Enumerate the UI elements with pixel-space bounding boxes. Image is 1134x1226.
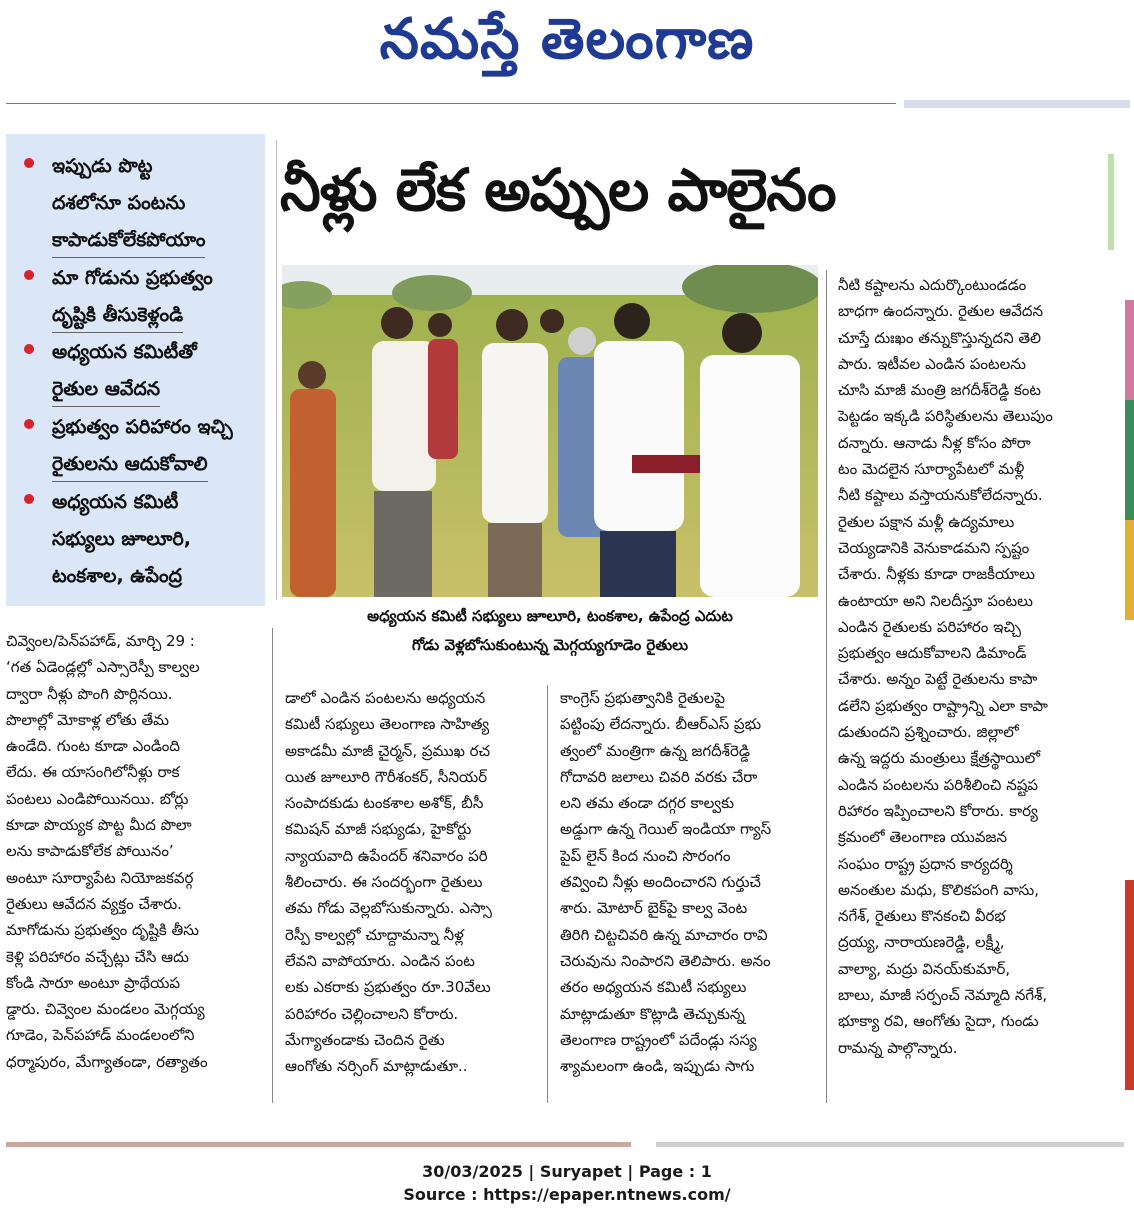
source-link[interactable]: Source : https://epaper.ntnews.com/ (403, 1185, 731, 1204)
body-text-line: పంటలు ఎండిపోయినయి. బోర్లు (6, 789, 189, 808)
adjacent-article-strip (1125, 880, 1134, 1090)
highlights-box (6, 134, 265, 606)
body-text-line: క్రమంలో తెలంగాణ యువజన (838, 828, 1008, 847)
body-text-line: రిహారం ఇప్పించాలని కోరారు. కార్య (838, 801, 1038, 820)
body-column-3 (560, 685, 814, 1079)
body-text-line: లని తమ తండా దగ్గర కాల్వకు (560, 794, 735, 813)
body-text-line: ద్రయ్య, నారాయణరెడ్డి, లక్ష్మీ, (838, 933, 1005, 952)
highlight-line: ఇప్పుడు పొట్ట (52, 155, 153, 177)
adjacent-article-strip (656, 1142, 1124, 1147)
highlight-line: దశలోనూ పంటను (52, 192, 186, 214)
body-text-line: పైప్ లైన్ కింద నుంచి సొరంగం (560, 846, 731, 865)
column-divider (272, 628, 273, 1103)
body-text-line: భూక్యా రవి, ఆంగోతు సైదా, గుండు (838, 1012, 1039, 1031)
edition-info: 30/03/2025 | Suryapet | Page : 1 (422, 1162, 712, 1181)
body-text-line: ప్రభుత్వం ఆదుకోవాలని డిమాండ్ (838, 644, 1027, 663)
body-text-line: రెస్పీ కాల్వల్లో చూద్దామన్నా నీళ్ల (285, 925, 464, 944)
body-text-line: ఉన్న ఇద్దరు మంత్రులు క్షేత్రస్థాయిలో (838, 749, 1041, 768)
bullet-icon (24, 344, 34, 354)
body-text-line: డ్డారు. చివ్వెంల మండలం మెగ్గయ్య (6, 1000, 205, 1019)
body-text-line: పట్టింపు లేదన్నారు. బీఆర్‌ఎస్ ప్రభు (560, 715, 762, 734)
body-text-line: వాల్యా, మద్రు వినయ్‌కుమార్, (838, 959, 1011, 978)
photo-caption (282, 602, 818, 660)
body-text-line: ఉండేది. గుంట కూడా ఎండింది (6, 737, 180, 756)
highlight-line: అధ్యయన కమిటీ (52, 491, 179, 513)
body-text-line: కాంగ్రెస్ ప్రభుత్వానికి రైతులపై (560, 689, 726, 707)
body-text-line: పొలాల్లో మోకాళ్ల లోతు తేమ (6, 710, 170, 729)
body-text-line: రైతులు ఆవేదన వ్యక్తం చేశారు. (6, 894, 182, 913)
highlight-line: అధ్యయన కమిటీతో (52, 341, 197, 363)
body-text-line: గూడెం, పెన్‌పహాడ్ మండలంలోని (6, 1026, 195, 1045)
body-text-line: చూసి మాజీ మంత్రి జగదీశ్‌రెడ్డి కంట (838, 381, 1041, 400)
column-divider (826, 270, 827, 1103)
divider-line (6, 103, 896, 104)
newspaper-logo: నమస్తే తెలంగాణ (379, 6, 755, 72)
body-text-line: తిరిగి చిట్టచివరి ఉన్న మాచారం రావి (560, 925, 768, 944)
body-text-line: ద్వారా నీళ్లు పొంగి పొర్లినయి. (6, 684, 173, 703)
highlight-line: రైతులను ఆదుకోవాలి (52, 448, 208, 482)
body-text-line: రైతుల పక్షాన మళ్లీ ఉద్యమాలు (838, 512, 1015, 531)
body-text-line: బాలు, మాజీ సర్పంచ్ నెమ్మాది నగేశ్, (838, 986, 1048, 1005)
highlight-line: ప్రభుత్వం పరిహారం ఇచ్చి (52, 416, 233, 438)
body-text-line: లను కాపాడుకోలేక పోయినం’ (6, 842, 174, 861)
body-text-line: సంఘం రాష్ట్ర ప్రధాన కార్యదర్శి (838, 854, 1013, 873)
adjacent-article-strip (1125, 520, 1134, 620)
body-text-line: శారు. మోటార్ బైక్‌పై కాల్వ వెంట (560, 899, 748, 918)
body-text-line: ‘గత ఏడెండ్లల్లో ఎస్సారెస్పీ కాల్వల (6, 658, 200, 677)
body-text-line: తవ్వించి నీళ్లు అందించారని గుర్తుచే (560, 873, 761, 892)
highlight-line: టంకశాల, ఉపేంద్ర (52, 565, 182, 587)
body-column-1 (6, 628, 258, 1075)
body-text-line: నీటి కష్టాలను ఎదుర్కొంటుండడం (838, 276, 1027, 294)
body-text-line: మాగోడును ప్రభుత్వం దృష్టికి తీసు (6, 921, 199, 940)
body-text-line: ఉంటాయా అని నిలదీస్తూ పంటలు (838, 591, 1033, 610)
body-text-line: కెళ్లి పరిహారం వచ్చేట్లు చేసి ఆదు (6, 947, 189, 966)
body-text-line: నగేశ్, రైతులు కొనకంచి వీరభ (838, 907, 1006, 926)
bullet-icon (24, 494, 34, 504)
highlight-line: కాపాడుకోలేకపోయాం (52, 224, 205, 258)
body-text-line: న్యాయవాది ఉపేందర్ శనివారం పరి (285, 846, 488, 865)
caption-line: అధ్యయన కమిటీ సభ్యులు జూలూరి, టంకశాల, ఉపేంద్ర ఎదుట (367, 607, 733, 625)
body-text-line: సంపాదకుడు టంకశాల అశోక్, బీసీ (285, 794, 484, 813)
field-inspection-photo (282, 265, 818, 597)
body-text-line: చేశారు. అన్నం పెట్టే రైతులను కాపా (838, 670, 1038, 689)
column-divider (276, 140, 277, 600)
body-text-line: ధర్మాపురం, మేగ్యాతండా, రత్యాతం (6, 1052, 208, 1071)
body-text-line: చూస్తే దుఃఖం తన్నుకొస్తున్నదని తెలి (838, 328, 1042, 347)
body-text-line: కూడా పొయ్యక పొట్ట మీద పొలా (6, 816, 192, 835)
highlight-line: దృష్టికి తీసుకెళ్లండి (52, 299, 183, 333)
body-text-line: రామన్న పాల్గొన్నారు. (838, 1038, 958, 1057)
body-text-line: శీలించారు. ఈ సందర్భంగా రైతులు (285, 873, 483, 892)
page-footer (0, 1160, 1134, 1206)
body-text-line: చెయ్యడానికి వెనుకాడమని స్పష్టం (838, 538, 1030, 557)
body-text-line: మేగ్యాతండాకు చెందిన రైతు (285, 1030, 445, 1049)
body-text-line: అంటూ సూర్యాపేట నియోజకవర్గ (6, 868, 194, 887)
body-text-line: చెరువును నింపారని తెలిపారు. అనం (560, 951, 771, 970)
body-text-line: లేదు. ఈ యాసంగిలోనీళ్లు రాక (6, 763, 180, 782)
body-text-line: తరం అధ్యయన కమిటీ సభ్యులు (560, 978, 747, 997)
top-divider (6, 100, 1130, 106)
body-text-line: గోదావరి జలాలు చివరి వరకు చేరా (560, 767, 758, 786)
body-text-line: కమిటీ సభ్యులు తెలంగాణ సాహిత్య (285, 715, 490, 734)
body-text-line: ఎండిన రైతులకు పరిహారం ఇచ్చి (838, 617, 1022, 636)
body-text-line: డాలో ఎండిన పంటలను అధ్యయన (285, 689, 486, 707)
body-text-line: పారు. ఇటీవల ఎండిన పంటలను (838, 354, 1026, 373)
body-text-line: అకాడమీ మాజీ చైర్మన్, ప్రముఖ రచ (285, 741, 490, 760)
body-text-line: పెట్టడం ఇక్కడి పరిస్థితులను తెలుపుం (838, 407, 1053, 426)
adjacent-article-strip (6, 1142, 631, 1147)
ad-strip (904, 100, 1130, 108)
body-text-line: అనంతుల మధు, కొలికపంగి వాసు, (838, 880, 1039, 899)
body-text-line: చేశారు. నీళ్లకు కూడా రాజకీయాలు (838, 565, 1035, 584)
body-text-line: శ్యామలంగా ఉండి, ఇప్పుడు సాగు (560, 1057, 755, 1076)
highlight-line: సభ్యులు జూలూరి, (52, 528, 191, 550)
body-text-line: బాధగా ఉందన్నారు. రైతుల ఆవేదన (838, 302, 1044, 321)
body-text-line: డలేని ప్రభుత్వం రాష్ట్రాన్ని ఎలా కాపా (838, 696, 1048, 715)
body-text-line: ఎండిన పంటలను పరిశీలించి నష్టప (838, 775, 1039, 794)
body-text-line: మాట్లాడుతూ కొట్లాడి తెచ్చుకున్న (560, 1004, 745, 1023)
article-photo (282, 265, 818, 597)
body-column-4 (838, 272, 1122, 1061)
masthead (0, 0, 1134, 92)
body-text-line: తెలంగాణ రాష్ట్రంలో పదేండ్లు సస్య (560, 1030, 757, 1049)
bullet-icon (24, 158, 34, 168)
body-text-line: యిత జూలూరి గౌరీశంకర్, సీనియర్ (285, 767, 488, 786)
highlight-line: రైతుల ఆవేదన (52, 373, 160, 407)
headline-accent-bar (1108, 154, 1114, 250)
body-text-line: పరిహారం చెల్లించాలని కోరారు. (285, 1004, 459, 1023)
body-text-line: తమ గోడు వెల్లబోసుకున్నారు. ఎస్సా (285, 899, 492, 918)
body-text-line: త్వంలో మంత్రిగా ఉన్న జగదీశ్‌రెడ్డి (560, 741, 751, 760)
bullet-icon (24, 419, 34, 429)
bullet-icon (24, 270, 34, 280)
body-text-line: కమిషన్ మాజీ సభ్యుడు, హైకోర్టు (285, 820, 472, 839)
body-text-line: లకు ఎకరాకు ప్రభుత్వం రూ.30వేలు (285, 978, 491, 997)
body-text-line: చివ్వెంల/పెన్‌పహాడ్, మార్చి 29 : (6, 632, 195, 650)
body-text-line: దన్నారు. ఆనాడు నీళ్ల కోసం పోరా (838, 433, 1031, 452)
body-text-line: ఆంగోతు నర్సింగ్ మాట్లాడుతూ.. (285, 1057, 468, 1076)
body-text-line: టం మెదలైన సూర్యాపేటలో మళ్లీ (838, 460, 1025, 479)
body-text-line: అడ్డుగా ఉన్న గెయిల్ ఇండియా గ్యాస్ (560, 820, 772, 839)
body-text-line: లేవని వాపోయారు. ఎండిన పంట (285, 951, 475, 970)
highlight-line: మా గోడును ప్రభుత్వం (52, 267, 213, 289)
body-text-line: నీటి కష్టాలు వస్తాయనుకోలేదన్నారు. (838, 486, 1043, 505)
caption-line: గోడు వెళ్లబోసుకుంటున్న మెగ్గయ్యగూడెం రైతులు (411, 636, 689, 654)
column-divider (547, 685, 548, 1103)
adjacent-article-strip (1125, 300, 1134, 400)
body-text-line: డుతుందని ప్రశ్నించారు. జిల్లాలో (838, 723, 1019, 742)
body-text-line: కోండి సారూ అంటూ ప్రాథేయప (6, 973, 181, 992)
body-column-2 (285, 685, 533, 1079)
article-headline: నీళ్లు లేక అప్పుల పాలైనం (280, 156, 836, 224)
adjacent-article-strip (1125, 400, 1134, 520)
